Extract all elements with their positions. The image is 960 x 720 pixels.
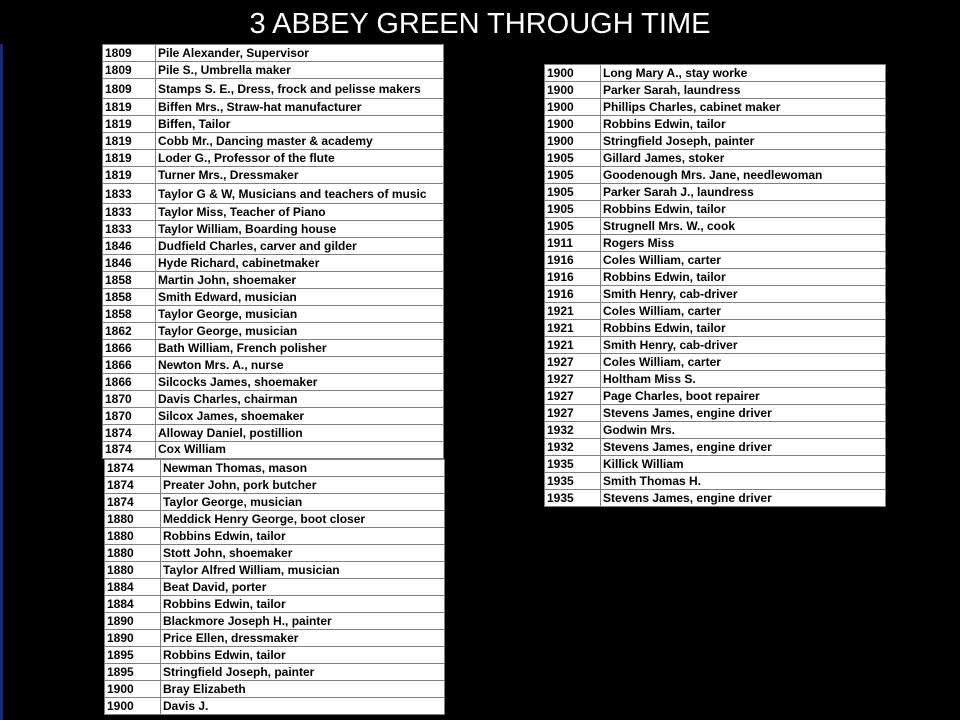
table-row <box>103 425 444 442</box>
table-row <box>105 494 445 511</box>
occupant-cell: Biffen, Tailor <box>156 116 444 133</box>
slide-left-border <box>0 44 3 720</box>
table-row <box>545 439 886 456</box>
year-cell: 1916 <box>545 252 601 269</box>
table-row <box>545 167 886 184</box>
table-row <box>545 65 886 82</box>
occupant-cell: Phillips Charles, cabinet maker <box>601 99 886 116</box>
year-cell: 1927 <box>545 354 601 371</box>
table-row <box>103 184 444 204</box>
year-cell: 1846 <box>103 255 156 272</box>
occupant-cell: Blackmore Joseph H., painter <box>161 613 445 630</box>
year-cell: 1880 <box>105 511 161 528</box>
occupant-cell: Martin John, shoemaker <box>156 272 444 289</box>
year-cell: 1900 <box>105 681 161 698</box>
occupant-cell: Pile S., Umbrella maker <box>156 62 444 79</box>
occupant-cell: Alloway Daniel, postillion <box>156 425 444 442</box>
table-row <box>545 82 886 99</box>
table-row <box>103 408 444 425</box>
year-cell: 1884 <box>105 596 161 613</box>
year-cell: 1905 <box>545 184 601 201</box>
year-cell: 1895 <box>105 664 161 681</box>
table-row <box>105 613 445 630</box>
occupant-cell: Cox William <box>156 442 444 459</box>
occupant-cell: Smith Thomas H. <box>601 473 886 490</box>
occupant-cell: Silcocks James, shoemaker <box>156 374 444 391</box>
records-table-3 <box>544 64 886 507</box>
year-cell: 1884 <box>105 579 161 596</box>
year-cell: 1905 <box>545 218 601 235</box>
occupant-cell: Goodenough Mrs. Jane, needlewoman <box>601 167 886 184</box>
occupant-cell: Bath William, French polisher <box>156 340 444 357</box>
table-row <box>103 340 444 357</box>
table-row <box>545 116 886 133</box>
table-row <box>545 354 886 371</box>
occupant-cell: Gillard James, stoker <box>601 150 886 167</box>
year-cell: 1905 <box>545 201 601 218</box>
year-cell: 1880 <box>105 545 161 562</box>
table-row <box>103 221 444 238</box>
occupant-cell: Davis Charles, chairman <box>156 391 444 408</box>
table-row <box>103 289 444 306</box>
occupant-cell: Killick William <box>601 456 886 473</box>
table-row <box>105 681 445 698</box>
year-cell: 1900 <box>545 116 601 133</box>
table-row <box>103 116 444 133</box>
year-cell: 1890 <box>105 630 161 647</box>
table-row <box>105 698 445 715</box>
occupant-cell: Page Charles, boot repairer <box>601 388 886 405</box>
occupant-cell: Parker Sarah J., laundress <box>601 184 886 201</box>
year-cell: 1916 <box>545 269 601 286</box>
occupant-cell: Robbins Edwin, tailor <box>601 116 886 133</box>
year-cell: 1874 <box>105 477 161 494</box>
table-row <box>545 490 886 507</box>
occupant-cell: Robbins Edwin, tailor <box>161 528 445 545</box>
occupant-cell: Robbins Edwin, tailor <box>601 269 886 286</box>
occupant-cell: Godwin Mrs. <box>601 422 886 439</box>
table-row <box>545 235 886 252</box>
table-row <box>103 167 444 184</box>
table-row <box>545 269 886 286</box>
occupant-cell: Stevens James, engine driver <box>601 405 886 422</box>
table-row <box>103 323 444 340</box>
year-cell: 1833 <box>103 204 156 221</box>
table-row <box>545 371 886 388</box>
occupant-cell: Parker Sarah, laundress <box>601 82 886 99</box>
occupant-cell: Rogers Miss <box>601 235 886 252</box>
table-row <box>105 596 445 613</box>
year-cell: 1921 <box>545 320 601 337</box>
table-row <box>545 252 886 269</box>
table-row <box>105 528 445 545</box>
table-row <box>545 99 886 116</box>
occupant-cell: Coles William, carter <box>601 303 886 320</box>
table-row <box>545 201 886 218</box>
records-table-2 <box>104 459 445 715</box>
year-cell: 1858 <box>103 306 156 323</box>
table-row <box>103 79 444 99</box>
table-row <box>103 391 444 408</box>
occupant-cell: Taylor Miss, Teacher of Piano <box>156 204 444 221</box>
year-cell: 1905 <box>545 167 601 184</box>
occupant-cell: Taylor George, musician <box>161 494 445 511</box>
year-cell: 1874 <box>105 494 161 511</box>
records-table-1 <box>102 44 444 459</box>
occupant-cell: Taylor George, musician <box>156 323 444 340</box>
year-cell: 1927 <box>545 371 601 388</box>
year-cell: 1846 <box>103 238 156 255</box>
year-cell: 1935 <box>545 456 601 473</box>
table-row <box>545 456 886 473</box>
occupant-cell: Stevens James, engine driver <box>601 490 886 507</box>
occupant-cell: Stringfield Joseph, painter <box>161 664 445 681</box>
year-cell: 1862 <box>103 323 156 340</box>
table-row <box>545 218 886 235</box>
year-cell: 1874 <box>103 425 156 442</box>
occupant-cell: Smith Henry, cab-driver <box>601 286 886 303</box>
year-cell: 1895 <box>105 647 161 664</box>
table-row <box>105 647 445 664</box>
table-row <box>545 473 886 490</box>
table-row <box>545 133 886 150</box>
year-cell: 1900 <box>545 65 601 82</box>
year-cell: 1900 <box>105 698 161 715</box>
table-row <box>545 388 886 405</box>
table-row <box>103 357 444 374</box>
year-cell: 1809 <box>103 45 156 62</box>
year-cell: 1916 <box>545 286 601 303</box>
occupant-cell: Cobb Mr., Dancing master & academy <box>156 133 444 150</box>
year-cell: 1900 <box>545 82 601 99</box>
occupant-cell: Newton Mrs. A., nurse <box>156 357 444 374</box>
table-row <box>103 255 444 272</box>
table-row <box>545 337 886 354</box>
occupant-cell: Robbins Edwin, tailor <box>161 647 445 664</box>
year-cell: 1927 <box>545 405 601 422</box>
table-row <box>103 150 444 167</box>
table-row <box>105 477 445 494</box>
year-cell: 1866 <box>103 340 156 357</box>
year-cell: 1809 <box>103 62 156 79</box>
table-row <box>103 133 444 150</box>
table-row <box>105 460 445 477</box>
year-cell: 1870 <box>103 391 156 408</box>
year-cell: 1932 <box>545 439 601 456</box>
occupant-cell: Stringfield Joseph, painter <box>601 133 886 150</box>
table-row <box>103 374 444 391</box>
year-cell: 1905 <box>545 150 601 167</box>
year-cell: 1819 <box>103 116 156 133</box>
table-row <box>105 545 445 562</box>
occupant-cell: Davis J. <box>161 698 445 715</box>
table-row <box>545 405 886 422</box>
year-cell: 1935 <box>545 473 601 490</box>
table-row <box>545 303 886 320</box>
table-row <box>105 664 445 681</box>
occupant-cell: Price Ellen, dressmaker <box>161 630 445 647</box>
occupant-cell: Robbins Edwin, tailor <box>161 596 445 613</box>
occupant-cell: Hyde Richard, cabinetmaker <box>156 255 444 272</box>
year-cell: 1921 <box>545 303 601 320</box>
occupant-cell: Silcox James, shoemaker <box>156 408 444 425</box>
occupant-cell: Taylor William, Boarding house <box>156 221 444 238</box>
occupant-cell: Holtham Miss S. <box>601 371 886 388</box>
year-cell: 1900 <box>545 133 601 150</box>
occupant-cell: Biffen Mrs., Straw-hat manufacturer <box>156 99 444 116</box>
occupant-cell: Robbins Edwin, tailor <box>601 320 886 337</box>
occupant-cell: Taylor Alfred William, musician <box>161 562 445 579</box>
year-cell: 1858 <box>103 289 156 306</box>
table-row <box>545 320 886 337</box>
year-cell: 1890 <box>105 613 161 630</box>
occupant-cell: Robbins Edwin, tailor <box>601 201 886 218</box>
year-cell: 1874 <box>103 442 156 459</box>
table-row <box>103 306 444 323</box>
occupant-cell: Stamps S. E., Dress, frock and pelisse makers <box>156 79 444 99</box>
table-row <box>103 238 444 255</box>
year-cell: 1819 <box>103 99 156 116</box>
occupant-cell: Stevens James, engine driver <box>601 439 886 456</box>
occupant-cell: Coles William, carter <box>601 354 886 371</box>
year-cell: 1833 <box>103 221 156 238</box>
table-row <box>545 184 886 201</box>
occupant-cell: Pile Alexander, Supervisor <box>156 45 444 62</box>
occupant-cell: Meddick Henry George, boot closer <box>161 511 445 528</box>
table-row <box>103 45 444 62</box>
table-row <box>545 422 886 439</box>
occupant-cell: Taylor George, musician <box>156 306 444 323</box>
year-cell: 1900 <box>545 99 601 116</box>
year-cell: 1809 <box>103 79 156 99</box>
occupant-cell: Smith Henry, cab-driver <box>601 337 886 354</box>
slide-title: 3 ABBEY GREEN THROUGH TIME <box>249 8 711 40</box>
occupant-cell: Smith Edward, musician <box>156 289 444 306</box>
table-row <box>103 442 444 459</box>
occupant-cell: Beat David, porter <box>161 579 445 596</box>
year-cell: 1819 <box>103 150 156 167</box>
occupant-cell: Newman Thomas, mason <box>161 460 445 477</box>
table-row <box>103 99 444 116</box>
table-row <box>105 630 445 647</box>
year-cell: 1866 <box>103 357 156 374</box>
occupant-cell: Coles William, carter <box>601 252 886 269</box>
table-row <box>105 579 445 596</box>
table-row <box>105 562 445 579</box>
year-cell: 1921 <box>545 337 601 354</box>
year-cell: 1927 <box>545 388 601 405</box>
year-cell: 1819 <box>103 133 156 150</box>
occupant-cell: Preater John, pork butcher <box>161 477 445 494</box>
occupant-cell: Bray Elizabeth <box>161 681 445 698</box>
year-cell: 1870 <box>103 408 156 425</box>
year-cell: 1880 <box>105 562 161 579</box>
year-cell: 1880 <box>105 528 161 545</box>
year-cell: 1858 <box>103 272 156 289</box>
occupant-cell: Loder G., Professor of the flute <box>156 150 444 167</box>
table-row <box>545 150 886 167</box>
year-cell: 1819 <box>103 167 156 184</box>
occupant-cell: Strugnell Mrs. W., cook <box>601 218 886 235</box>
occupant-cell: Turner Mrs., Dressmaker <box>156 167 444 184</box>
occupant-cell: Long Mary A., stay worke <box>601 65 886 82</box>
year-cell: 1874 <box>105 460 161 477</box>
table-row <box>545 286 886 303</box>
occupant-cell: Stott John, shoemaker <box>161 545 445 562</box>
occupant-cell: Dudfield Charles, carver and gilder <box>156 238 444 255</box>
table-row <box>103 272 444 289</box>
occupant-cell: Taylor G & W, Musicians and teachers of music <box>156 184 444 204</box>
year-cell: 1935 <box>545 490 601 507</box>
table-row <box>105 511 445 528</box>
year-cell: 1866 <box>103 374 156 391</box>
year-cell: 1833 <box>103 184 156 204</box>
table-row <box>103 204 444 221</box>
year-cell: 1932 <box>545 422 601 439</box>
table-row <box>103 62 444 79</box>
year-cell: 1911 <box>545 235 601 252</box>
